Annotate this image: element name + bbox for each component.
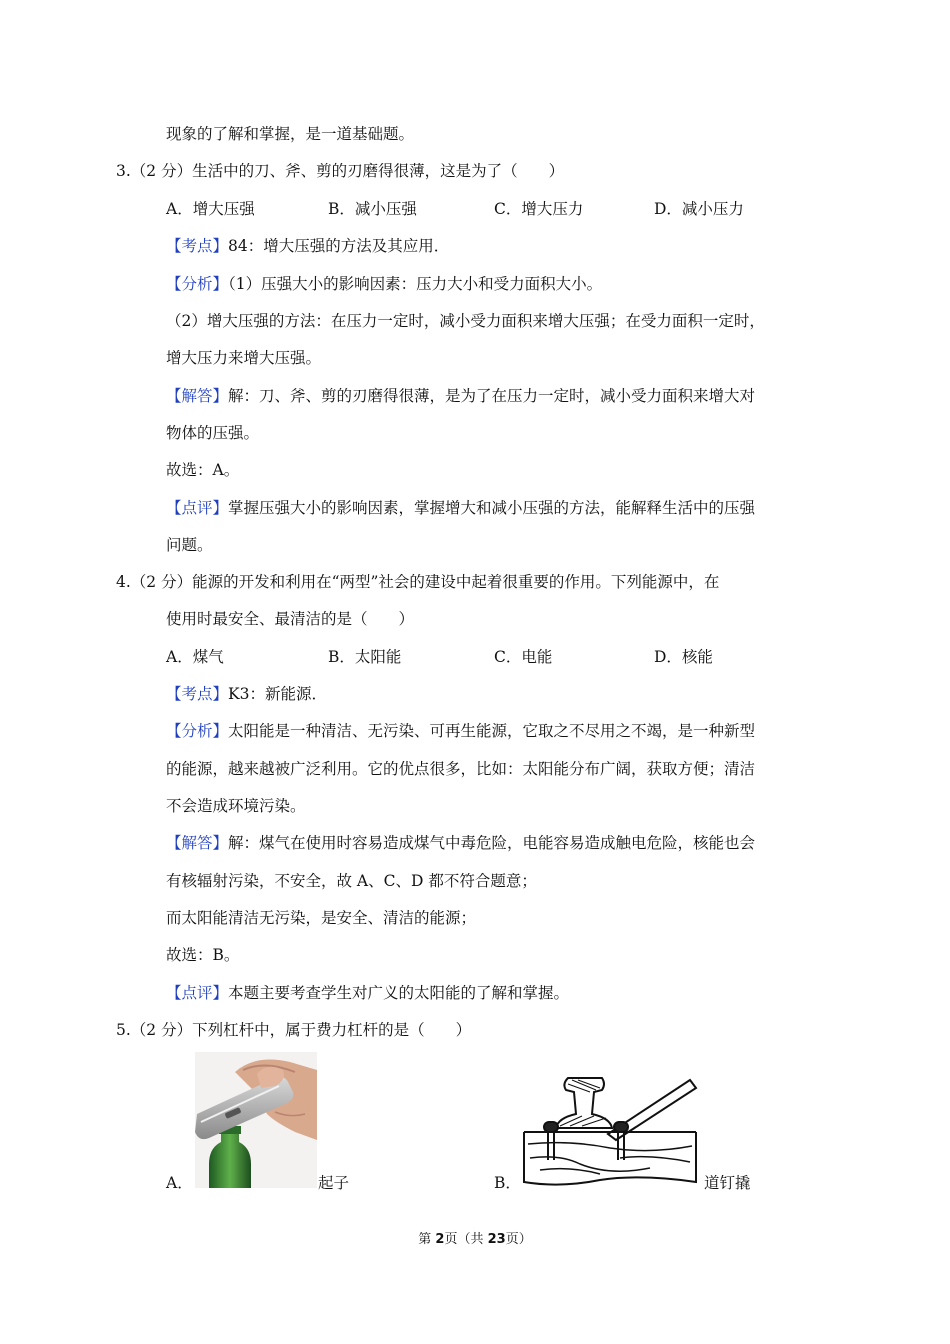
footer-total-pages: 23	[487, 1232, 506, 1247]
q4-jieda-line2: 有核辐射污染，不安全，故 A、C、D 都不符合题意；	[166, 872, 537, 890]
q4-option-c: C．电能	[494, 648, 553, 666]
q3-jieda-line2: 物体的压强。	[166, 424, 260, 442]
q5-option-b-letter: B．	[494, 1174, 521, 1192]
q4-option-d: D．核能	[654, 648, 713, 666]
q3-jieda	[166, 386, 755, 406]
q3-jieda-text: 解：刀、斧、剪的刃磨得很薄，是为了在压力一定时，减小受力面积来增大对	[228, 387, 756, 405]
q3-option-b: B．减小压强	[328, 200, 417, 218]
q4-dianping-text: 本题主要考查学生对广义的太阳能的了解和掌握。	[228, 984, 570, 1002]
footer-pre: 第	[418, 1232, 436, 1247]
q3-dianping	[166, 498, 755, 518]
q4-jieda-line3: 而太阳能清洁无污染，是安全、清洁的能源；	[166, 909, 477, 927]
q4-fenxi-line2: 的能源，越来越被广泛利用。它的优点很多，比如：太阳能分布广阔，获取方便；清洁	[166, 760, 756, 778]
q3-kaodian	[166, 236, 449, 256]
q3-option-c: C．增大压力	[494, 200, 584, 218]
q3-fenxi-line2: （2）增大压强的方法：在压力一定时，减小受力面积来增大压强；在受力面积一定时，	[166, 312, 765, 330]
q3-answer: 故选：A。	[166, 461, 240, 479]
kaodian-tag: 【考点】	[166, 685, 229, 703]
q4-jieda	[166, 833, 755, 853]
q4-stem: 4.（2 分）能源的开发和利用在“两型”社会的建设中起着很重要的作用。下列能源中，在	[116, 573, 720, 591]
q4-kaodian-text: K3：新能源．	[228, 685, 327, 703]
q3-option-d: D．减小压力	[654, 200, 744, 218]
q4-answer: 故选：B。	[166, 946, 240, 964]
q4-fenxi-text: 太阳能是一种清洁、无污染、可再生能源，它取之不尽用之不竭，是一种新型	[228, 722, 756, 740]
fenxi-tag: 【分析】	[166, 275, 229, 293]
q4-jieda-text: 解：煤气在使用时容易造成煤气中毒危险，电能容易造成触电危险，核能也会	[228, 834, 756, 852]
q4-stem-line2: 使用时最安全、最清洁的是（ ）	[166, 610, 415, 628]
jieda-tag: 【解答】	[166, 834, 229, 852]
prev-comment-line: 现象的了解和掌握，是一道基础题。	[166, 125, 415, 143]
q5-option-b-caption: 道钉撬	[704, 1174, 751, 1192]
q3-stem: 3.（2 分）生活中的刀、斧、剪的刃磨得很薄，这是为了（ ）	[116, 162, 565, 180]
kaodian-tag: 【考点】	[166, 237, 229, 255]
spike-bar-diagram	[520, 1070, 700, 1190]
footer-mid: 页（共	[444, 1232, 488, 1247]
q4-fenxi	[166, 721, 755, 741]
footer-page-number: 2	[435, 1232, 445, 1247]
q4-kaodian	[166, 684, 327, 704]
q3-dianping-text: 掌握压强大小的影响因素，掌握增大和减小压强的方法，能解释生活中的压强	[228, 499, 756, 517]
dianping-tag: 【点评】	[166, 499, 229, 517]
q4-option-b: B．太阳能	[328, 648, 402, 666]
q3-fenxi	[166, 274, 602, 294]
q3-fenxi-line3: 增大压力来增大压强。	[166, 349, 322, 367]
footer-post: 页）	[505, 1232, 532, 1247]
q4-dianping	[166, 983, 569, 1003]
fenxi-tag: 【分析】	[166, 722, 229, 740]
q4-fenxi-line3: 不会造成环境污染。	[166, 797, 306, 815]
page-footer	[0, 1228, 950, 1247]
q4-option-a: A．煤气	[166, 648, 224, 666]
q3-fenxi-text: （1）压强大小的影响因素：压力大小和受力面积大小。	[228, 275, 603, 293]
q5-stem: 5.（2 分）下列杠杆中，属于费力杠杆的是（ ）	[116, 1021, 472, 1039]
jieda-tag: 【解答】	[166, 387, 229, 405]
dianping-tag: 【点评】	[166, 984, 229, 1002]
q3-option-a: A．增大压强	[166, 200, 255, 218]
bottle-opener-image	[195, 1052, 317, 1188]
q3-kaodian-text: 84：增大压强的方法及其应用．	[228, 237, 450, 255]
q5-option-a-letter: A．	[166, 1174, 193, 1192]
q3-dianping-line2: 问题。	[166, 536, 213, 554]
q5-option-a-caption: 起子	[318, 1174, 350, 1192]
